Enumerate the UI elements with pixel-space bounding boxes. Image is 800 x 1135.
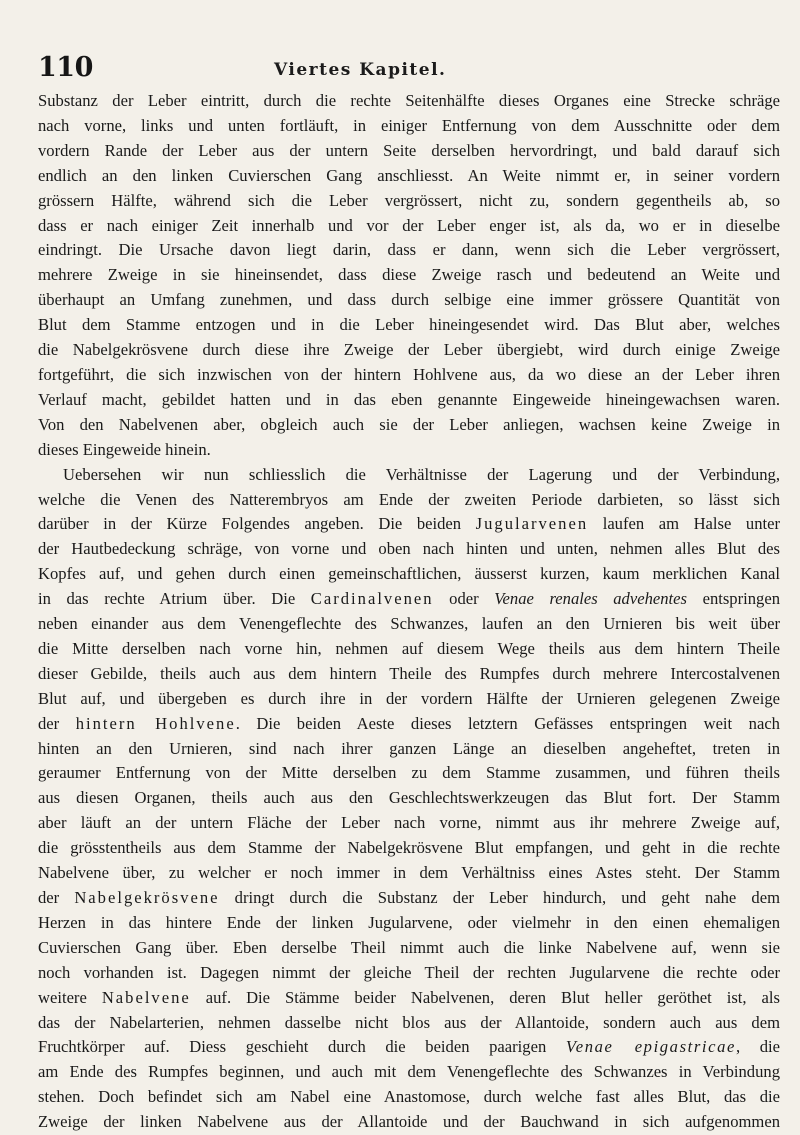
text-line: Cuvierschen Gang über. Eben derselbe Theil nimmt auch die linke Nabelvene auf, wenn sie <box>38 937 780 957</box>
text-line: aber läuft an der untern Fläche der Leber nach vorne, nimmt aus ihr mehrere Zweige auf, <box>38 813 780 833</box>
term-venae-epigastricae: Venae epigastricae <box>565 1037 736 1057</box>
page-number: 110 <box>38 52 93 83</box>
text-line: die Nabelgekrösvene durch diese ihre Zweige der Leber übergiebt, wird durch einige Zweige <box>38 340 780 360</box>
text-line: noch vorhanden ist. Dagegen nimmt der gleiche Theil der rechten Jugularvene die rechte oder <box>38 962 780 982</box>
text-line: Zweige der linken Nabelvene aus der Allantoide und der Bauchwand in sich aufgenommen <box>38 1112 780 1132</box>
text-line: am Ende des Rumpfes beginnen, und auch mit dem Venengeflechte des Schwanzes in Verbindung <box>38 1062 780 1082</box>
text-line: aus diesen Organen, theils auch aus den Geschlechtswerkzeugen das Blut fort. Der Stamm <box>38 788 780 808</box>
term-venae-renales: Venae renales advehentes <box>494 589 687 609</box>
text-line: Verlauf macht, gebildet hatten und in das eben genannte Eingeweide hineingewachsen waren. <box>38 389 780 409</box>
text-line: weitere Nabelvene auf. Die Stämme beider Nabelvenen, deren Blut heller geröthet ist, als <box>38 987 780 1007</box>
text-line: Nabelvene über, zu welcher er noch immer in dem Verhältniss eines Astes steht. Der Stamm <box>38 863 780 883</box>
text-line: der hintern Hohlvene. Die beiden Aeste dieses letztern Gefässes entspringen weit nach <box>38 713 780 733</box>
text-line: Herzen in das hintere Ende der linken Jugularvene, oder vielmehr in den einen ehemaligen <box>38 912 780 932</box>
body-text <box>38 89 780 1135</box>
running-head: Viertes Kapitel. <box>274 60 447 80</box>
text-line: Von den Nabelvenen aber, obgleich auch sie der Leber anliegen, wachsen keine Zweige in <box>38 414 780 434</box>
term-nabelgekroesvene: Nabelgekrösvene <box>74 888 220 907</box>
text-line: stehen. Doch befindet sich am Nabel eine Anastomose, durch welche fast alles Blut, das die <box>38 1087 780 1107</box>
term-cardinalvenen: Cardinalvenen <box>310 589 434 609</box>
text-line: darüber in der Kürze Folgendes angeben. Die beiden Jugularvenen laufen am Halse unter <box>38 514 781 534</box>
paragraph-start-line: Uebersehen wir nun schliesslich die Verhältnisse der Lagerung und der Verbindung, <box>63 464 780 484</box>
text-line: eindringt. Die Ursache davon liegt darin, dass er dann, wenn sich die Leber vergrössert, <box>38 240 780 260</box>
text-line: die Mitte derselben nach vorne hin, nehmen auf diesem Wege theils aus dem hintern Theile <box>38 638 780 658</box>
text-line: hinten an den Urnieren, sind nach ihrer ganzen Länge an dieselben angeheftet, treten in <box>38 738 780 758</box>
text-line: in das rechte Atrium über. Die Cardinalvenen oder Venae renales advehentes entspringen <box>38 589 780 609</box>
text-line: Fruchtkörper auf. Diess geschieht durch die beiden paarigen Venae epigastricae, die <box>38 1037 780 1057</box>
text-line: mehrere Zweige in sie hineinsendet, dass diese Zweige rasch und bedeutend an Weite und <box>38 265 780 285</box>
text-line: nach vorne, links und unten fortläuft, in einiger Entfernung von dem Ausschnitte oder dem <box>38 115 780 135</box>
text-line: die grösstentheils aus dem Stamme der Nabelgekrösvene Blut empfangen, und geht in die rechte <box>38 838 780 858</box>
text-line: fortgeführt, die sich inzwischen von der hintern Hohlvene aus, da wo diese an der Leber ihren <box>38 364 780 384</box>
text-line: überhaupt an Umfang zunehmen, und dass durch selbige eine immer grössere Quantität von <box>38 290 780 310</box>
text-line: Blut dem Stamme entzogen und in die Leber hineingesendet wird. Das Blut aber, welches <box>38 315 780 335</box>
text-line: Substanz der Leber eintritt, durch die rechte Seitenhälfte dieses Organes eine Strecke schräge <box>38 91 780 110</box>
text-line: vordern Rande der Leber aus der untern Seite derselben hervordringt, und bald darauf sich <box>38 140 780 160</box>
text-line: neben einander aus dem Venengeflechte des Schwanzes, laufen an den Urnieren bis weit über <box>38 614 780 634</box>
text-line: das der Nabelarterien, nehmen dasselbe nicht blos aus der Allantoide, sondern auch aus dem <box>38 1012 780 1032</box>
text-line: der Nabelgekrösvene dringt durch die Substanz der Leber hindurch, und geht nahe dem <box>38 888 780 907</box>
text-line: endlich an den linken Cuvierschen Gang anschliesst. An Weite nimmt er, in seiner vordern <box>38 165 780 185</box>
text-line: dass er nach einiger Zeit innerhalb und vor der Leber enger ist, als da, wo er in dieselbe <box>38 215 780 235</box>
text-line: geraumer Entfernung von der Mitte derselben zu dem Stamme zusammen, und führen theils <box>38 763 780 783</box>
term-hintern-hohlvene: hintern Hohlvene <box>75 713 236 733</box>
text-line: Blut auf, und übergeben es durch ihre in der vordern Hälfte der Urnieren gelegenen Zweige <box>38 688 780 708</box>
paragraph-end-line: dieses Eingeweide hinein. <box>38 439 211 459</box>
term-nabelvene: Nabelvene <box>101 987 191 1007</box>
page-header <box>38 52 778 84</box>
text-line: Kopfes auf, und gehen durch einen gemeinschaftlichen, äusserst kurzen, kaum merklichen Kanal <box>38 564 780 584</box>
term-jugularvenen: Jugularvenen <box>475 514 589 534</box>
text-line: grössern Hälfte, während sich die Leber vergrössert, nicht zu, sondern gegentheils ab, so <box>38 190 780 210</box>
text-line: dieser Gebilde, theils auch aus dem hintern Theile des Rumpfes durch mehrere Intercostalvenen <box>38 663 780 683</box>
text-line: der Hautbedeckung schräge, von vorne und oben nach hinten und unten, nehmen alles Blut des <box>38 539 780 559</box>
text-line: welche die Venen des Natterembryos am Ende der zweiten Periode darbieten, so lässt sich <box>38 489 780 509</box>
